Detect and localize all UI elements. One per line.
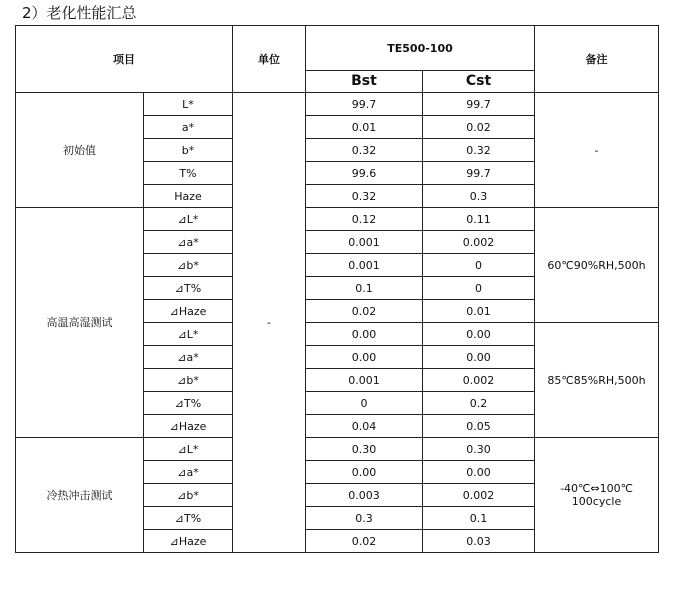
header-col-bst: Bst bbox=[306, 71, 423, 93]
param-cell: T% bbox=[144, 162, 233, 185]
cst-value-cell: 0.11 bbox=[423, 208, 535, 231]
cst-value-cell: 0.3 bbox=[423, 185, 535, 208]
param-cell: a* bbox=[144, 116, 233, 139]
bst-value-cell: 0.30 bbox=[306, 438, 423, 461]
param-cell: Haze bbox=[144, 185, 233, 208]
bst-value-cell: 99.7 bbox=[306, 93, 423, 116]
bst-value-cell: 0.00 bbox=[306, 323, 423, 346]
cst-value-cell: 0.32 bbox=[423, 139, 535, 162]
cst-value-cell: 0.00 bbox=[423, 461, 535, 484]
header-remark: 备注 bbox=[535, 26, 659, 93]
cst-value-cell: 99.7 bbox=[423, 93, 535, 116]
param-cell: L* bbox=[144, 93, 233, 116]
cst-value-cell: 0.03 bbox=[423, 530, 535, 553]
param-cell: ⊿a* bbox=[144, 231, 233, 254]
header-product: TE500-100 bbox=[306, 26, 535, 71]
bst-value-cell: 0.001 bbox=[306, 231, 423, 254]
bst-value-cell: 0.02 bbox=[306, 530, 423, 553]
table-row bbox=[16, 208, 659, 231]
cst-value-cell: 0.00 bbox=[423, 346, 535, 369]
cst-value-cell: 0.00 bbox=[423, 323, 535, 346]
cst-value-cell: 0.05 bbox=[423, 415, 535, 438]
bst-value-cell: 0.003 bbox=[306, 484, 423, 507]
cst-value-cell: 0.002 bbox=[423, 484, 535, 507]
remark-cell: 60℃90%RH,500h bbox=[535, 208, 659, 323]
aging-performance-table bbox=[15, 25, 659, 553]
bst-value-cell: 0.001 bbox=[306, 254, 423, 277]
group-name: 冷热冲击测试 bbox=[16, 438, 144, 553]
cst-value-cell: 0.02 bbox=[423, 116, 535, 139]
remark-cell: -40℃⇔100℃ 100cycle bbox=[535, 438, 659, 553]
remark-cell: 85℃85%RH,500h bbox=[535, 323, 659, 438]
group-name: 高温高湿测试 bbox=[16, 208, 144, 438]
param-cell: ⊿L* bbox=[144, 323, 233, 346]
cst-value-cell: 0.01 bbox=[423, 300, 535, 323]
param-cell: ⊿b* bbox=[144, 484, 233, 507]
param-cell: ⊿b* bbox=[144, 254, 233, 277]
cst-value-cell: 0.2 bbox=[423, 392, 535, 415]
bst-value-cell: 0.00 bbox=[306, 461, 423, 484]
bst-value-cell: 0.3 bbox=[306, 507, 423, 530]
cst-value-cell: 0.002 bbox=[423, 369, 535, 392]
bst-value-cell: 0.32 bbox=[306, 139, 423, 162]
param-cell: ⊿T% bbox=[144, 392, 233, 415]
bst-value-cell: 0.1 bbox=[306, 277, 423, 300]
table-row bbox=[16, 93, 659, 116]
param-cell: ⊿L* bbox=[144, 438, 233, 461]
bst-value-cell: 0.12 bbox=[306, 208, 423, 231]
bst-value-cell: 0.32 bbox=[306, 185, 423, 208]
header-item: 项目 bbox=[16, 26, 233, 93]
bst-value-cell: 0.02 bbox=[306, 300, 423, 323]
param-cell: ⊿Haze bbox=[144, 415, 233, 438]
unit-cell: - bbox=[233, 93, 306, 553]
header-col-cst: Cst bbox=[423, 71, 535, 93]
cst-value-cell: 0.1 bbox=[423, 507, 535, 530]
param-cell: b* bbox=[144, 139, 233, 162]
cst-value-cell: 0.30 bbox=[423, 438, 535, 461]
cst-value-cell: 99.7 bbox=[423, 162, 535, 185]
param-cell: ⊿b* bbox=[144, 369, 233, 392]
param-cell: ⊿Haze bbox=[144, 530, 233, 553]
cst-value-cell: 0 bbox=[423, 254, 535, 277]
table-body bbox=[16, 93, 659, 553]
header-unit: 单位 bbox=[233, 26, 306, 93]
param-cell: ⊿a* bbox=[144, 346, 233, 369]
group-name: 初始值 bbox=[16, 93, 144, 208]
param-cell: ⊿L* bbox=[144, 208, 233, 231]
bst-value-cell: 0.04 bbox=[306, 415, 423, 438]
cst-value-cell: 0 bbox=[423, 277, 535, 300]
bst-value-cell: 0 bbox=[306, 392, 423, 415]
section-heading: 2）老化性能汇总 bbox=[22, 4, 137, 22]
bst-value-cell: 0.00 bbox=[306, 346, 423, 369]
bst-value-cell: 0.001 bbox=[306, 369, 423, 392]
cst-value-cell: 0.002 bbox=[423, 231, 535, 254]
table-row bbox=[16, 438, 659, 461]
param-cell: ⊿a* bbox=[144, 461, 233, 484]
remark-cell: - bbox=[535, 93, 659, 208]
bst-value-cell: 0.01 bbox=[306, 116, 423, 139]
param-cell: ⊿Haze bbox=[144, 300, 233, 323]
param-cell: ⊿T% bbox=[144, 277, 233, 300]
bst-value-cell: 99.6 bbox=[306, 162, 423, 185]
param-cell: ⊿T% bbox=[144, 507, 233, 530]
